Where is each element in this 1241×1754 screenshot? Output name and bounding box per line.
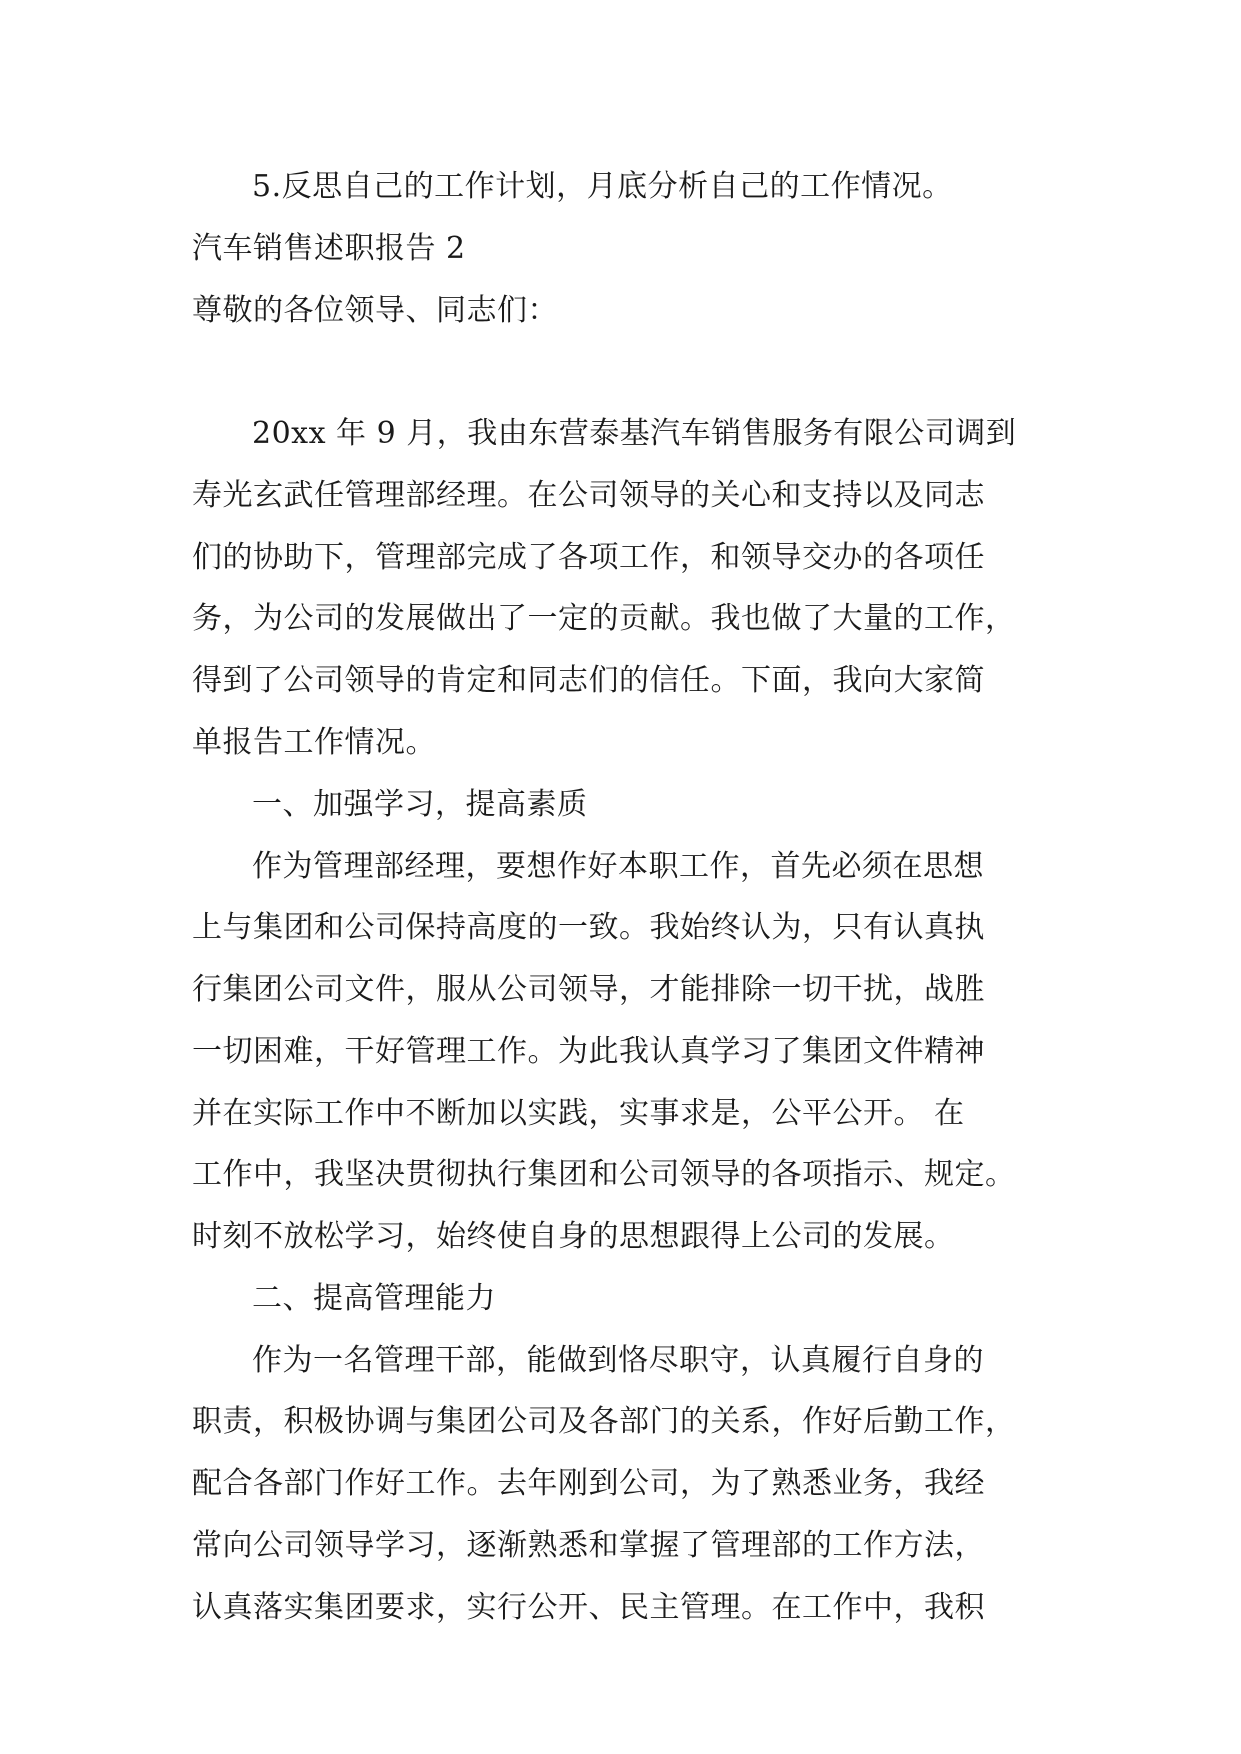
paragraph-line: 时刻不放松学习，始终使自身的思想跟得上公司的发展。 [192, 1219, 955, 1254]
paragraph-line: 单报告工作情况。 [192, 725, 436, 760]
paragraph-line: 工作中，我坚决贯彻执行集团和公司领导的各项指示、规定。 [192, 1157, 1016, 1192]
paragraph-line: 一切困难，干好管理工作。为此我认真学习了集团文件精神 [192, 1034, 985, 1069]
paragraph-line: 作为一名管理干部，能做到恪尽职守，认真履行自身的 [252, 1343, 984, 1378]
paragraph-line: 务，为公司的发展做出了一定的贡献。我也做了大量的工作， [192, 601, 1016, 636]
paragraph-line: 行集团公司文件，服从公司领导，才能排除一切干扰，战胜 [192, 972, 985, 1007]
paragraph-line: 认真落实集团要求，实行公开、民主管理。在工作中，我积 [192, 1590, 985, 1625]
previous-item-5: 5.反思自己的工作计划，月底分析自己的工作情况。 [252, 169, 953, 204]
paragraph-line: 们的协助下，管理部完成了各项工作，和领导交办的各项任 [192, 540, 985, 575]
section-heading-1: 一、加强学习，提高素质 [252, 787, 588, 822]
paragraph-line: 得到了公司领导的肯定和同志们的信任。下面，我向大家简 [192, 663, 985, 698]
paragraph-line: 20xx 年 9 月，我由东营泰基汽车销售服务有限公司调到 [252, 416, 1017, 451]
paragraph-line: 职责，积极协调与集团公司及各部门的关系，作好后勤工作， [192, 1404, 1016, 1439]
paragraph-line: 上与集团和公司保持高度的一致。我始终认为，只有认真执 [192, 910, 985, 945]
paragraph-line: 寿光玄武任管理部经理。在公司领导的关心和支持以及同志 [192, 478, 985, 513]
paragraph-line: 配合各部门作好工作。去年刚到公司，为了熟悉业务，我经 [192, 1466, 985, 1501]
section-heading-2: 二、提高管理能力 [252, 1281, 496, 1316]
salutation: 尊敬的各位领导、同志们： [192, 293, 558, 328]
document-title: 汽车销售述职报告 2 [192, 231, 466, 266]
paragraph-line: 作为管理部经理，要想作好本职工作，首先必须在思想 [252, 849, 984, 884]
paragraph-line: 常向公司领导学习，逐渐熟悉和掌握了管理部的工作方法， [192, 1528, 985, 1563]
paragraph-line: 并在实际工作中不断加以实践，实事求是，公平公开。 在 [192, 1096, 965, 1131]
